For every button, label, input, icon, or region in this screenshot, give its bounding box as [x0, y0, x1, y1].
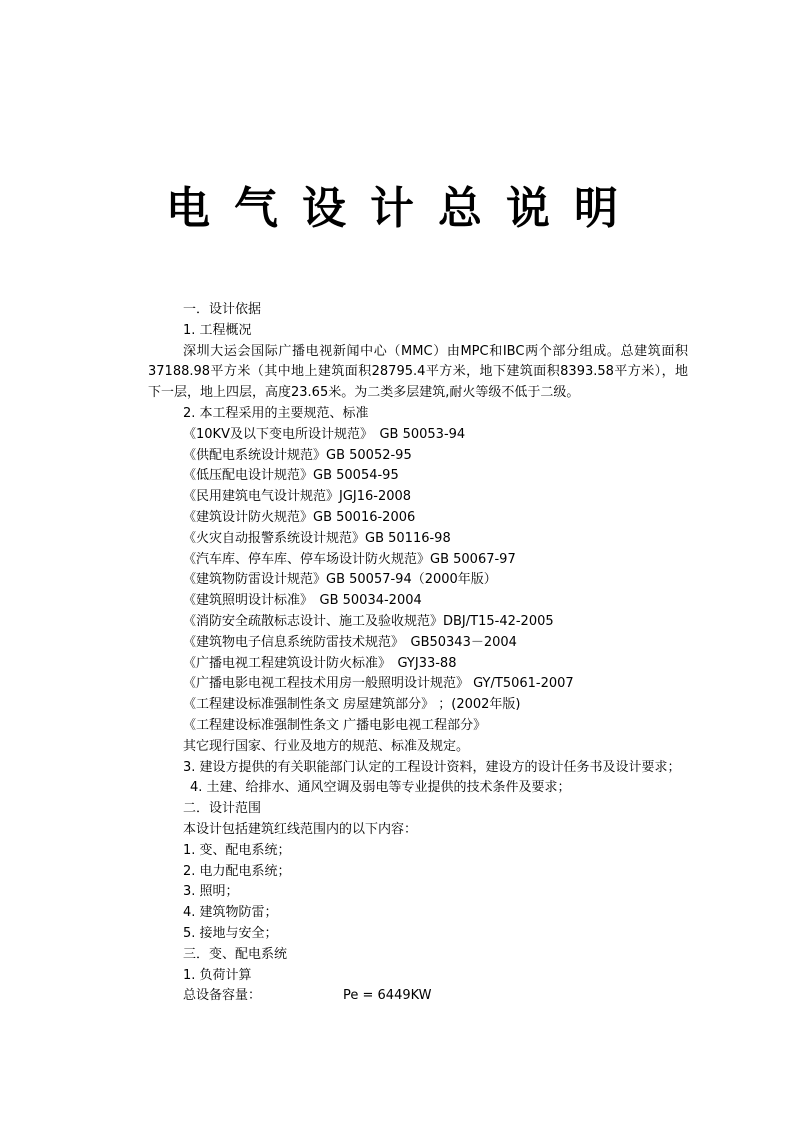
scope-item: 4. 建筑物防雷； — [183, 905, 278, 921]
standard-item: 《广播电视工程建筑设计防火标准》 GYJ33-88 — [183, 655, 457, 671]
scope-intro: 本设计包括建筑红线范围内的以下内容： — [183, 821, 418, 837]
item-project-overview: 1. 工程概况 — [183, 322, 252, 338]
item-client-requirements: 3. 建设方提供的有关职能部门认定的工程设计资料，建设方的设计任务书及设计要求； — [183, 759, 681, 775]
standard-item: 《供配电系统设计规范》GB 50052-95 — [183, 447, 412, 463]
scope-item: 3. 照明； — [183, 884, 239, 900]
standard-item: 《火灾自动报警系统设计规范》GB 50116-98 — [183, 530, 451, 546]
document-title: 电气设计总说明 — [166, 183, 642, 234]
standard-item: 《建筑照明设计标准》 GB 50034-2004 — [183, 593, 422, 609]
scope-item: 5. 接地与安全； — [183, 925, 278, 941]
scope-item: 2. 电力配电系统； — [183, 863, 291, 879]
standard-item: 《建筑物电子信息系统防雷技术规范》 GB50343－2004 — [183, 634, 517, 650]
section-1-heading: 一．设计依据 — [183, 302, 262, 317]
item-technical-conditions: 4. 土建、给排水、通风空调及弱电等专业提供的技术条件及要求； — [190, 780, 571, 796]
standard-item: 《低压配电设计规范》GB 50054-95 — [183, 468, 399, 484]
standard-item: 《工程建设标准强制性条文 广播电影电视工程部分》 — [183, 717, 487, 733]
total-capacity-value: Pe = 6449KW — [343, 988, 432, 1004]
standard-item: 《10KV及以下变电所设计规范》 GB 50053-94 — [183, 426, 466, 442]
document-body — [148, 300, 688, 1007]
project-overview-text: 深圳大运会国际广播电视新闻中心（MMC）由MPC和IBC两个部分组成。总建筑面积37188.98平方米（其中地上建筑面积28795.4平方米，地下建筑面积8393.58平方米），地下一层，地上四层，高度23.65米。为二类多层建筑,耐火等级不低于二级。 — [148, 343, 688, 401]
item-standards: 2. 本工程采用的主要规范、标准 — [183, 405, 369, 421]
standards-list — [148, 425, 688, 758]
scope-item: 1. 变、配电系统； — [183, 842, 291, 858]
standard-item: 《汽车库、停车库、停车场设计防火规范》GB 50067-97 — [183, 551, 516, 567]
section-3-heading: 三．变、配电系统 — [183, 946, 288, 962]
standard-item: 其它现行国家、行业及地方的规范、标准及规定。 — [183, 738, 470, 754]
standard-item: 《广播电影电视工程技术用房一般照明设计规范》 GY/T5061-2007 — [183, 676, 574, 692]
scope-list — [148, 841, 688, 945]
standard-item: 《工程建设标准强制性条文 房屋建筑部分》 ；(2002年版) — [183, 697, 521, 713]
standard-item: 《建筑设计防火规范》GB 50016-2006 — [183, 509, 416, 525]
total-capacity-label: 总设备容量： — [183, 988, 262, 1004]
section-2-heading: 二．设计范围 — [183, 801, 262, 817]
standard-item: 《建筑物防雷设计规范》GB 50057-94（2000年版） — [183, 572, 497, 588]
total-capacity-row — [148, 986, 688, 1007]
standard-item: 《民用建筑电气设计规范》JGJ16-2008 — [183, 489, 412, 505]
standard-item: 《消防安全疏散标志设计、施工及验收规范》DBJ/T15-42-2005 — [183, 613, 554, 629]
item-load-calculation: 1. 负荷计算 — [183, 967, 252, 983]
